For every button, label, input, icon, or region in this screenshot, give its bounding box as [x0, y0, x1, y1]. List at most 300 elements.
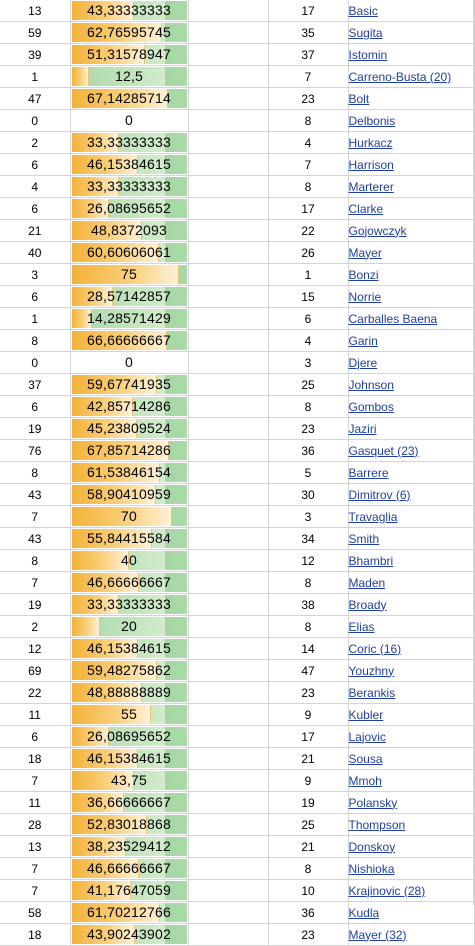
- table-row: [0, 198, 474, 220]
- cell-percentage[interactable]: [70, 440, 188, 462]
- player-name-link[interactable]: Istomin: [348, 47, 388, 62]
- cell-percentage[interactable]: [70, 506, 188, 528]
- cell-count-a[interactable]: 39: [0, 44, 70, 66]
- percentage-value: 45,23809524: [87, 420, 171, 436]
- cell-count-b[interactable]: 36: [268, 440, 348, 462]
- percentage-value: 26,08695652: [87, 200, 171, 216]
- cell-percentage[interactable]: [70, 792, 188, 814]
- cell-player-name: [348, 506, 474, 528]
- cell-count-b[interactable]: 7: [268, 154, 348, 176]
- cell-count-a[interactable]: 7: [0, 858, 70, 880]
- cell-count-a[interactable]: 11: [0, 792, 70, 814]
- player-name-link[interactable]: Kubler: [348, 707, 384, 722]
- player-name-link[interactable]: Basic: [348, 3, 378, 18]
- table-row: [0, 132, 474, 154]
- cell-percentage[interactable]: [70, 22, 188, 44]
- cell-empty[interactable]: [188, 154, 268, 176]
- data-bar-green-shade: [165, 221, 187, 240]
- cell-percentage[interactable]: [70, 572, 188, 594]
- cell-percentage[interactable]: [70, 726, 188, 748]
- cell-percentage[interactable]: [70, 594, 188, 616]
- cell-count-b[interactable]: 8: [268, 176, 348, 198]
- cell-percentage[interactable]: [70, 308, 188, 330]
- cell-empty[interactable]: [188, 242, 268, 264]
- cell-percentage[interactable]: [70, 528, 188, 550]
- percentage-value: 48,8372093: [91, 222, 167, 238]
- cell-count-b[interactable]: 25: [268, 814, 348, 836]
- cell-count-b[interactable]: 23: [268, 88, 348, 110]
- cell-count-a[interactable]: 7: [0, 770, 70, 792]
- percentage-value: 33,33333333: [87, 134, 171, 150]
- percentage-value: 42,85714286: [87, 398, 171, 414]
- data-bar-green-shade: [165, 771, 187, 790]
- cell-percentage[interactable]: [70, 88, 188, 110]
- cell-count-a[interactable]: 37: [0, 374, 70, 396]
- percentage-value: 46,66666667: [87, 860, 171, 876]
- cell-count-a[interactable]: 13: [0, 0, 70, 22]
- cell-player-name: [348, 792, 474, 814]
- cell-count-b[interactable]: 9: [268, 704, 348, 726]
- cell-percentage[interactable]: [70, 814, 188, 836]
- player-name-link[interactable]: Mayer: [348, 245, 382, 260]
- cell-player-name: [348, 264, 474, 286]
- cell-percentage[interactable]: [70, 286, 188, 308]
- cell-percentage[interactable]: [70, 550, 188, 572]
- cell-player-name: [348, 858, 474, 880]
- cell-empty[interactable]: [188, 902, 268, 924]
- cell-percentage[interactable]: [70, 242, 188, 264]
- cell-percentage[interactable]: [70, 44, 188, 66]
- player-name-link[interactable]: Nishioka: [348, 861, 395, 876]
- percentage-value: 43,75: [110, 772, 148, 788]
- player-name-link[interactable]: Maden: [348, 575, 386, 590]
- player-name-link[interactable]: Lajovic: [348, 729, 386, 744]
- cell-count-a[interactable]: 6: [0, 286, 70, 308]
- cell-count-a[interactable]: 4: [0, 176, 70, 198]
- cell-count-b[interactable]: 8: [268, 396, 348, 418]
- table-row: [0, 528, 474, 550]
- cell-player-name: [348, 770, 474, 792]
- cell-count-a[interactable]: 40: [0, 242, 70, 264]
- cell-player-name: [348, 330, 474, 352]
- table-row: [0, 110, 474, 132]
- table-row: [0, 0, 474, 22]
- cell-count-a[interactable]: 6: [0, 198, 70, 220]
- cell-count-a[interactable]: 19: [0, 418, 70, 440]
- cell-count-b[interactable]: 17: [268, 0, 348, 22]
- cell-player-name: [348, 748, 474, 770]
- percentage-value: 28,57142857: [87, 288, 171, 304]
- cell-percentage[interactable]: [70, 396, 188, 418]
- cell-count-b[interactable]: 14: [268, 638, 348, 660]
- cell-player-name: [348, 418, 474, 440]
- cell-empty[interactable]: [188, 198, 268, 220]
- percentage-value: 33,33333333: [87, 178, 171, 194]
- player-name-link[interactable]: Bonzi: [348, 267, 379, 282]
- percentage-value: 12,5: [114, 68, 144, 84]
- cell-count-a[interactable]: 47: [0, 88, 70, 110]
- cell-count-b[interactable]: 35: [268, 22, 348, 44]
- cell-empty[interactable]: [188, 858, 268, 880]
- cell-percentage[interactable]: [70, 704, 188, 726]
- cell-count-a[interactable]: 22: [0, 682, 70, 704]
- player-name-link[interactable]: Kudla: [348, 905, 380, 920]
- cell-count-a[interactable]: 8: [0, 330, 70, 352]
- player-name-link[interactable]: Marterer: [348, 179, 394, 194]
- cell-empty[interactable]: [188, 462, 268, 484]
- cell-count-b[interactable]: 21: [268, 748, 348, 770]
- cell-player-name: [348, 374, 474, 396]
- cell-empty[interactable]: [188, 264, 268, 286]
- cell-count-b[interactable]: 1: [268, 264, 348, 286]
- cell-count-a[interactable]: 0: [0, 110, 70, 132]
- cell-count-a[interactable]: 43: [0, 528, 70, 550]
- player-name-link[interactable]: Carballes Baena: [348, 311, 438, 326]
- cell-percentage[interactable]: [70, 462, 188, 484]
- cell-empty[interactable]: [188, 220, 268, 242]
- cell-count-a[interactable]: 2: [0, 132, 70, 154]
- player-name-link[interactable]: Gasquet (23): [348, 443, 419, 458]
- player-name-link[interactable]: Gojowczyk: [348, 223, 407, 238]
- cell-player-name: [348, 704, 474, 726]
- cell-count-a[interactable]: 7: [0, 572, 70, 594]
- cell-percentage[interactable]: [70, 748, 188, 770]
- cell-empty[interactable]: [188, 22, 268, 44]
- cell-empty[interactable]: [188, 880, 268, 902]
- cell-percentage[interactable]: [70, 858, 188, 880]
- table-row: [0, 704, 474, 726]
- cell-count-a[interactable]: 7: [0, 880, 70, 902]
- percentage-value: 61,70212766: [87, 904, 171, 920]
- cell-empty[interactable]: [188, 484, 268, 506]
- cell-player-name: [348, 594, 474, 616]
- player-name-link[interactable]: Garin: [348, 333, 378, 348]
- cell-count-b[interactable]: 5: [268, 462, 348, 484]
- percentage-value: 41,17647059: [87, 882, 171, 898]
- cell-count-b[interactable]: 15: [268, 286, 348, 308]
- cell-count-b[interactable]: 25: [268, 374, 348, 396]
- data-bar-fill: [72, 617, 101, 636]
- cell-percentage[interactable]: [70, 638, 188, 660]
- data-bar-green-shade: [165, 67, 187, 86]
- table-row: [0, 374, 474, 396]
- cell-count-b[interactable]: 37: [268, 44, 348, 66]
- cell-player-name: [348, 550, 474, 572]
- cell-percentage[interactable]: [70, 0, 188, 22]
- cell-player-name: [348, 682, 474, 704]
- cell-empty[interactable]: [188, 748, 268, 770]
- player-name-link[interactable]: Broady: [348, 597, 387, 612]
- cell-count-b[interactable]: 23: [268, 682, 348, 704]
- cell-count-b[interactable]: 36: [268, 902, 348, 924]
- cell-count-a[interactable]: 76: [0, 440, 70, 462]
- player-name-link[interactable]: Bhambri: [348, 553, 394, 568]
- cell-empty[interactable]: [188, 132, 268, 154]
- cell-percentage[interactable]: [70, 352, 188, 374]
- cell-empty[interactable]: [188, 704, 268, 726]
- cell-empty[interactable]: [188, 176, 268, 198]
- cell-count-b[interactable]: 17: [268, 198, 348, 220]
- cell-percentage[interactable]: [70, 660, 188, 682]
- player-name-link[interactable]: Harrison: [348, 157, 394, 172]
- cell-count-b[interactable]: 8: [268, 616, 348, 638]
- player-name-link[interactable]: Berankis: [348, 685, 396, 700]
- cell-count-b[interactable]: 4: [268, 132, 348, 154]
- cell-percentage[interactable]: [70, 264, 188, 286]
- cell-count-a[interactable]: 58: [0, 902, 70, 924]
- cell-empty[interactable]: [188, 550, 268, 572]
- table-row: [0, 462, 474, 484]
- cell-count-b[interactable]: 21: [268, 836, 348, 858]
- cell-empty[interactable]: [188, 396, 268, 418]
- cell-player-name: [348, 462, 474, 484]
- player-name-link[interactable]: Hurkacz: [348, 135, 393, 150]
- player-name-link[interactable]: Sugita: [348, 25, 383, 40]
- table-row: [0, 572, 474, 594]
- cell-empty[interactable]: [188, 88, 268, 110]
- cell-player-name: [348, 22, 474, 44]
- data-bar-green-shade: [165, 551, 187, 570]
- player-name-link[interactable]: Carreno-Busta (20): [348, 69, 452, 84]
- cell-empty[interactable]: [188, 638, 268, 660]
- cell-empty[interactable]: [188, 44, 268, 66]
- cell-count-b[interactable]: 3: [268, 506, 348, 528]
- cell-player-name: [348, 638, 474, 660]
- player-name-link[interactable]: Elias: [348, 619, 375, 634]
- player-name-link[interactable]: Mmoh: [348, 773, 382, 788]
- cell-count-a[interactable]: 43: [0, 484, 70, 506]
- cell-player-name: [348, 286, 474, 308]
- table-row: [0, 176, 474, 198]
- cell-player-name: [348, 660, 474, 682]
- cell-count-a[interactable]: 2: [0, 616, 70, 638]
- cell-count-a[interactable]: 69: [0, 660, 70, 682]
- cell-empty[interactable]: [188, 506, 268, 528]
- cell-empty[interactable]: [188, 660, 268, 682]
- cell-percentage[interactable]: [70, 220, 188, 242]
- cell-count-b[interactable]: 30: [268, 484, 348, 506]
- cell-empty[interactable]: [188, 110, 268, 132]
- cell-count-a[interactable]: 12: [0, 638, 70, 660]
- cell-count-a[interactable]: 6: [0, 154, 70, 176]
- cell-percentage[interactable]: [70, 902, 188, 924]
- cell-empty[interactable]: [188, 792, 268, 814]
- cell-percentage[interactable]: [70, 198, 188, 220]
- cell-count-b[interactable]: 3: [268, 352, 348, 374]
- table-row: [0, 440, 474, 462]
- cell-percentage[interactable]: [70, 330, 188, 352]
- percentage-value: 40: [121, 552, 137, 568]
- cell-percentage[interactable]: [70, 682, 188, 704]
- cell-player-name: [348, 726, 474, 748]
- player-name-link[interactable]: Coric (16): [348, 641, 402, 656]
- cell-player-name: [348, 198, 474, 220]
- cell-count-b[interactable]: 10: [268, 880, 348, 902]
- cell-count-a[interactable]: 8: [0, 550, 70, 572]
- cell-count-a[interactable]: 19: [0, 594, 70, 616]
- player-name-link[interactable]: Bolt: [348, 91, 370, 106]
- cell-count-a[interactable]: 13: [0, 836, 70, 858]
- cell-count-a[interactable]: 3: [0, 264, 70, 286]
- cell-count-b[interactable]: 6: [268, 308, 348, 330]
- cell-percentage[interactable]: [70, 374, 188, 396]
- cell-count-a[interactable]: 59: [0, 22, 70, 44]
- cell-count-a[interactable]: 21: [0, 220, 70, 242]
- cell-empty[interactable]: [188, 286, 268, 308]
- cell-empty[interactable]: [188, 616, 268, 638]
- cell-count-a[interactable]: 1: [0, 308, 70, 330]
- cell-count-a[interactable]: 7: [0, 506, 70, 528]
- cell-empty[interactable]: [188, 66, 268, 88]
- cell-player-name: [348, 44, 474, 66]
- player-name-link[interactable]: Jaziri: [348, 421, 377, 436]
- table-row: [0, 748, 474, 770]
- cell-count-b[interactable]: 47: [268, 660, 348, 682]
- cell-empty[interactable]: [188, 352, 268, 374]
- cell-empty[interactable]: [188, 770, 268, 792]
- data-bar-fill: [72, 67, 90, 86]
- cell-percentage[interactable]: [70, 66, 188, 88]
- player-name-link[interactable]: Youzhny: [348, 663, 395, 678]
- table-row: [0, 352, 474, 374]
- player-name-link[interactable]: Krajinovic (28): [348, 883, 426, 898]
- table-row: [0, 264, 474, 286]
- cell-percentage[interactable]: [70, 110, 188, 132]
- player-name-link[interactable]: Thompson: [348, 817, 406, 832]
- cell-count-b[interactable]: 17: [268, 726, 348, 748]
- table-row: [0, 88, 474, 110]
- player-name-link[interactable]: Polansky: [348, 795, 398, 810]
- percentage-value: 43,90243902: [87, 926, 171, 942]
- player-name-link[interactable]: Gombos: [348, 399, 394, 414]
- player-name-link[interactable]: Johnson: [348, 377, 394, 392]
- percentage-value: 0: [125, 354, 133, 370]
- player-name-link[interactable]: Mayer (32): [348, 927, 407, 942]
- percentage-value: 70: [121, 508, 137, 524]
- cell-percentage[interactable]: [70, 770, 188, 792]
- cell-empty[interactable]: [188, 836, 268, 858]
- table-row: [0, 506, 474, 528]
- cell-count-b[interactable]: 34: [268, 528, 348, 550]
- table-row: [0, 330, 474, 352]
- player-name-link[interactable]: Norrie: [348, 289, 382, 304]
- cell-empty[interactable]: [188, 682, 268, 704]
- cell-percentage[interactable]: [70, 880, 188, 902]
- player-name-link[interactable]: Clarke: [348, 201, 384, 216]
- percentage-value: 61,53846154: [87, 464, 171, 480]
- data-bar-green-shade: [165, 705, 187, 724]
- table-row: [0, 220, 474, 242]
- table-row: [0, 616, 474, 638]
- cell-count-b[interactable]: 8: [268, 572, 348, 594]
- cell-empty[interactable]: [188, 726, 268, 748]
- cell-player-name: [348, 154, 474, 176]
- cell-player-name: [348, 814, 474, 836]
- cell-empty[interactable]: [188, 374, 268, 396]
- cell-percentage[interactable]: [70, 176, 188, 198]
- player-name-link[interactable]: Dimitrov (6): [348, 487, 411, 502]
- cell-player-name: [348, 176, 474, 198]
- cell-count-b[interactable]: 12: [268, 550, 348, 572]
- percentage-value: 51,31578947: [87, 46, 171, 62]
- table-row: [0, 418, 474, 440]
- cell-player-name: [348, 242, 474, 264]
- cell-count-a[interactable]: 18: [0, 924, 70, 946]
- cell-percentage[interactable]: [70, 154, 188, 176]
- cell-count-b[interactable]: 8: [268, 110, 348, 132]
- cell-empty[interactable]: [188, 308, 268, 330]
- cell-percentage[interactable]: [70, 132, 188, 154]
- cell-count-a[interactable]: 1: [0, 66, 70, 88]
- cell-percentage[interactable]: [70, 924, 188, 946]
- cell-count-a[interactable]: 6: [0, 396, 70, 418]
- percentage-value: 67,14285714: [87, 90, 171, 106]
- table-row: [0, 22, 474, 44]
- player-name-link[interactable]: Djere: [348, 355, 378, 370]
- cell-count-a[interactable]: 18: [0, 748, 70, 770]
- cell-empty[interactable]: [188, 924, 268, 946]
- cell-count-b[interactable]: 26: [268, 242, 348, 264]
- cell-count-a[interactable]: 0: [0, 352, 70, 374]
- cell-player-name: [348, 440, 474, 462]
- table-row: [0, 726, 474, 748]
- table-row: [0, 770, 474, 792]
- percentage-value: 46,15384615: [87, 640, 171, 656]
- player-name-link[interactable]: Sousa: [348, 751, 383, 766]
- cell-empty[interactable]: [188, 814, 268, 836]
- percentage-value: 20: [121, 618, 137, 634]
- cell-player-name: [348, 110, 474, 132]
- player-name-link[interactable]: Smith: [348, 531, 380, 546]
- cell-count-a[interactable]: 8: [0, 462, 70, 484]
- cell-percentage[interactable]: [70, 616, 188, 638]
- cell-percentage[interactable]: [70, 484, 188, 506]
- player-name-link[interactable]: Travaglia: [348, 509, 398, 524]
- cell-count-a[interactable]: 6: [0, 726, 70, 748]
- cell-count-b[interactable]: 4: [268, 330, 348, 352]
- cell-count-b[interactable]: 9: [268, 770, 348, 792]
- cell-empty[interactable]: [188, 572, 268, 594]
- cell-count-b[interactable]: 38: [268, 594, 348, 616]
- percentage-value: 48,88888889: [87, 684, 171, 700]
- cell-count-a[interactable]: 11: [0, 704, 70, 726]
- cell-count-b[interactable]: 22: [268, 220, 348, 242]
- cell-empty[interactable]: [188, 528, 268, 550]
- player-name-link[interactable]: Barrere: [348, 465, 389, 480]
- percentage-value: 38,23529412: [87, 838, 171, 854]
- cell-percentage[interactable]: [70, 836, 188, 858]
- cell-count-b[interactable]: 7: [268, 66, 348, 88]
- cell-player-name: [348, 616, 474, 638]
- cell-empty[interactable]: [188, 440, 268, 462]
- cell-empty[interactable]: [188, 594, 268, 616]
- cell-percentage[interactable]: [70, 418, 188, 440]
- percentage-value: 58,90410959: [87, 486, 171, 502]
- player-name-link[interactable]: Donskoy: [348, 839, 396, 854]
- percentage-value: 60,60606061: [87, 244, 171, 260]
- cell-count-a[interactable]: 28: [0, 814, 70, 836]
- cell-count-b[interactable]: 8: [268, 858, 348, 880]
- table-row: [0, 396, 474, 418]
- percentage-value: 62,76595745: [87, 24, 171, 40]
- cell-count-b[interactable]: 23: [268, 924, 348, 946]
- cell-count-b[interactable]: 23: [268, 418, 348, 440]
- cell-empty[interactable]: [188, 0, 268, 22]
- cell-empty[interactable]: [188, 418, 268, 440]
- cell-count-b[interactable]: 19: [268, 792, 348, 814]
- player-name-link[interactable]: Delbonis: [348, 113, 396, 128]
- cell-empty[interactable]: [188, 330, 268, 352]
